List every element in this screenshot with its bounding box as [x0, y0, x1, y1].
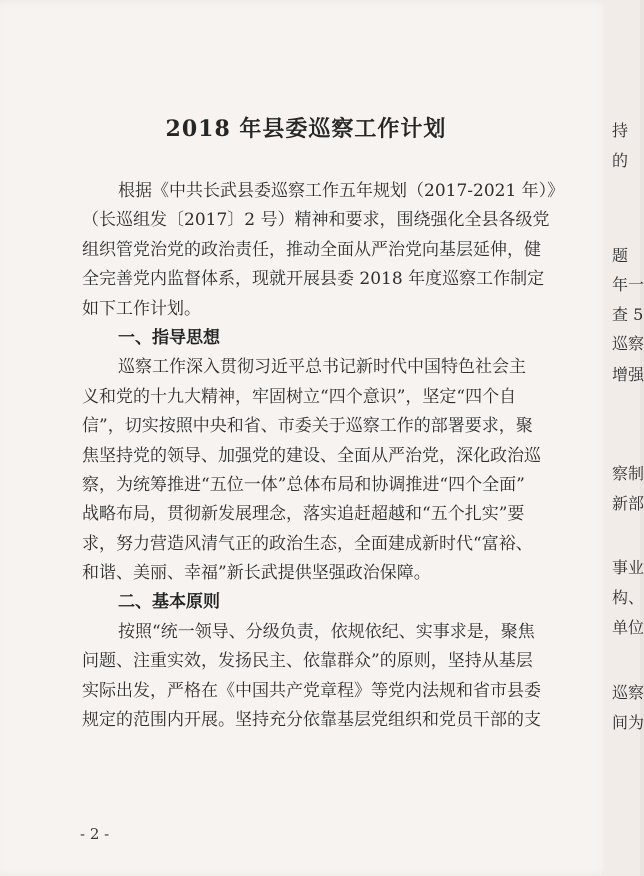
adjacent-page-fragment: 增强: [612, 365, 644, 384]
adjacent-page-edge: [604, 0, 644, 876]
adjacent-page-fragment: 的: [612, 151, 629, 170]
paragraph-line: 规定的范围内开展。坚持充分依靠基层党组织和党员干部的支: [82, 710, 541, 731]
section-heading-basic-principles: 二、基本原则: [118, 592, 220, 613]
adjacent-page-fragment: 年一: [612, 275, 644, 294]
paragraph-line: 按照“统一领导、分级负责，依规依纪、实事求是，聚焦: [118, 621, 535, 642]
adjacent-page-fragment: 题: [612, 246, 629, 265]
adjacent-page-fragment: 事业: [612, 558, 644, 577]
adjacent-page-fragment: 单位: [612, 618, 644, 637]
paragraph-line: 实际出发，严格在《中国共产党章程》等党内法规和省市县委: [82, 680, 541, 701]
adjacent-page-fragment: 查 5: [612, 305, 644, 324]
document-body: [82, 177, 565, 735]
document-title: 2018 年县委巡察工作计划: [165, 116, 447, 142]
paragraph-line: 组织管党治党的政治责任，推动全面从严治党向基层延伸，健: [82, 239, 541, 260]
adjacent-page-fragment: 间为: [612, 713, 644, 732]
paragraph-line: 巡察工作深入贯彻习近平总书记新时代中国特色社会主: [118, 357, 526, 378]
paragraph-line: 焦坚持党的领导、加强党的建设、全面从严治党，深化政治巡: [82, 445, 541, 466]
paragraph-line: 全完善党内监督体系，现就开展县委 2018 年度巡察工作制定: [82, 269, 545, 290]
adjacent-page-fragment: 察制: [612, 464, 644, 483]
paragraph-line: 察，为统筹推进“五位一体”总体布局和协调推进“四个全面”: [82, 474, 525, 495]
adjacent-page-fragment: 构、: [612, 588, 644, 607]
adjacent-page-fragment: 巡察: [612, 683, 644, 702]
paragraph-line: 战略布局，贯彻新发展理念，落实追赶超越和“五个扎实”要: [82, 504, 525, 525]
adjacent-page-fragment: 新部: [612, 494, 644, 513]
paragraph-line: 信”，切实按照中央和省、市委关于巡察工作的部署要求，聚: [82, 416, 533, 437]
section-heading-guiding-ideology: 一、指导思想: [118, 327, 220, 348]
paragraph-line: 义和党的十九大精神，牢固树立“四个意识”，坚定“四个自: [82, 386, 517, 407]
adjacent-page-fragment: 巡察: [612, 334, 644, 353]
page-number: - 2 -: [80, 825, 110, 843]
paragraph-line: 求，努力营造风清气正的政治生态，全面建成新时代“富裕、: [82, 533, 533, 554]
paragraph-line: 和谐、美丽、幸福”新长武提供坚强政治保障。: [82, 563, 431, 584]
paragraph-line: 如下工作计划。: [82, 298, 201, 319]
adjacent-page-fragment: 持: [612, 121, 629, 140]
paragraph-line: 问题、注重实效，发扬民主、依靠群众”的原则，坚持从基层: [82, 651, 533, 672]
paragraph-line: （长巡组发〔2017〕2 号）精神和要求，围绕强化全县各级党: [82, 210, 550, 231]
paragraph-line: 根据《中共长武县委巡察工作五年规划（2017-2021 年）》: [118, 181, 565, 201]
